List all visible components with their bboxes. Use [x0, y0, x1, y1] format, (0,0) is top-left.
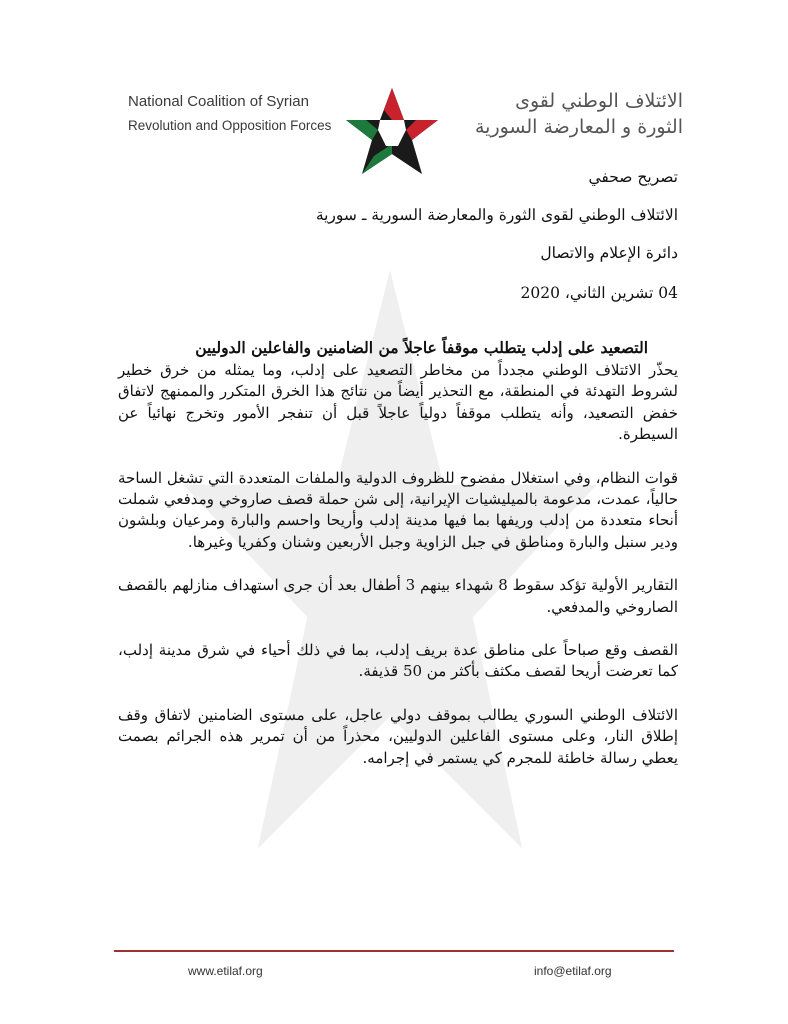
- press-release-title: التصعيد على إدلب يتطلب موقفاً عاجلاً من الضامنين والفاعلين الدوليين: [195, 337, 648, 357]
- org-name-english: [128, 90, 331, 138]
- paragraph: التقارير الأولية تؤكد سقوط 8 شهداء بينهم 3 أطفال بعد أن جرى استهداف منازلهم بالقصف الصاروخي والمدفعي.: [118, 576, 679, 616]
- org-name-ar-line1: الائتلاف الوطني لقوى: [515, 90, 683, 112]
- star-logo-icon: [342, 86, 442, 178]
- paragraph: قوات النظام، وفي استغلال مفضوح للظروف الدولية والملفات المتعددة التي تشغل الساحة حالياً، عمدت، مدعومة بالميليشيات الإيرانية، إلى شن حملة قصف صاروخي ومدفعي شملت أنحاء متعددة من إدلب وريفها بما فيها مدينة إدلب وأريحا واحسم والبارة ومرعيان وبلشون ودير سنبل والبارة ومناطق في جبل الزاوية وجبل الأربعين وشنان وكفريا وغيرها.: [118, 468, 678, 551]
- paragraph: الائتلاف الوطني السوري يطالب بموقف دولي عاجل، على مستوى الضامنين لاتفاق وقف إطلاق النار، وعلى مستوى الفاعلين الدوليين، محذراً من أن تمرير هذه الجرائم بصمت يعطي رسالة خاطئة للمجرم كي يستمر في إجرامه.: [118, 705, 678, 767]
- letterhead: [0, 44, 788, 144]
- org-name-ar-line2: الثورة و المعارضة السورية: [474, 116, 683, 138]
- footer-email[interactable]: info@etilaf.org: [534, 964, 612, 978]
- footer-divider: [114, 950, 674, 952]
- org-name-en-line2: Revolution and Opposition Forces: [128, 118, 332, 133]
- paragraph: القصف وقع صباحاً على مناطق عدة بريف إدلب، بما في ذلك أحياء في شرق مدينة إدلب، كما تعرضت أريحا لقصف مكثف بأكثر من 50 قذيفة.: [118, 641, 678, 681]
- org-name-arabic: [448, 88, 683, 140]
- paragraph: يحذّر الائتلاف الوطني مجدداً من مخاطر التصعيد على إدلب، وما يمثله من خرق خطير لشروط التهدئة في المنطقة، مع التحذير أيضاً من نتائج هذا الخرق المتكرر والممنهج لاتفاق خفض التصعيد، وأنه يتطلب موقفاً دولياً عاجلاً قبل أن تنفجر الأمور وتخرج نهائياً عن السيطرة.: [118, 361, 678, 444]
- document-type: تصريح صحفي: [588, 168, 678, 186]
- release-date: 04 تشرين الثاني، 2020: [520, 284, 678, 302]
- issuing-organization: الائتلاف الوطني لقوى الثورة والمعارضة السورية ـ سورية: [315, 206, 678, 224]
- footer-website[interactable]: www.etilaf.org: [188, 964, 263, 978]
- org-name-en-line1: National Coalition of Syrian: [128, 93, 309, 110]
- body-text: [118, 360, 678, 791]
- department: دائرة الإعلام والاتصال: [540, 244, 678, 262]
